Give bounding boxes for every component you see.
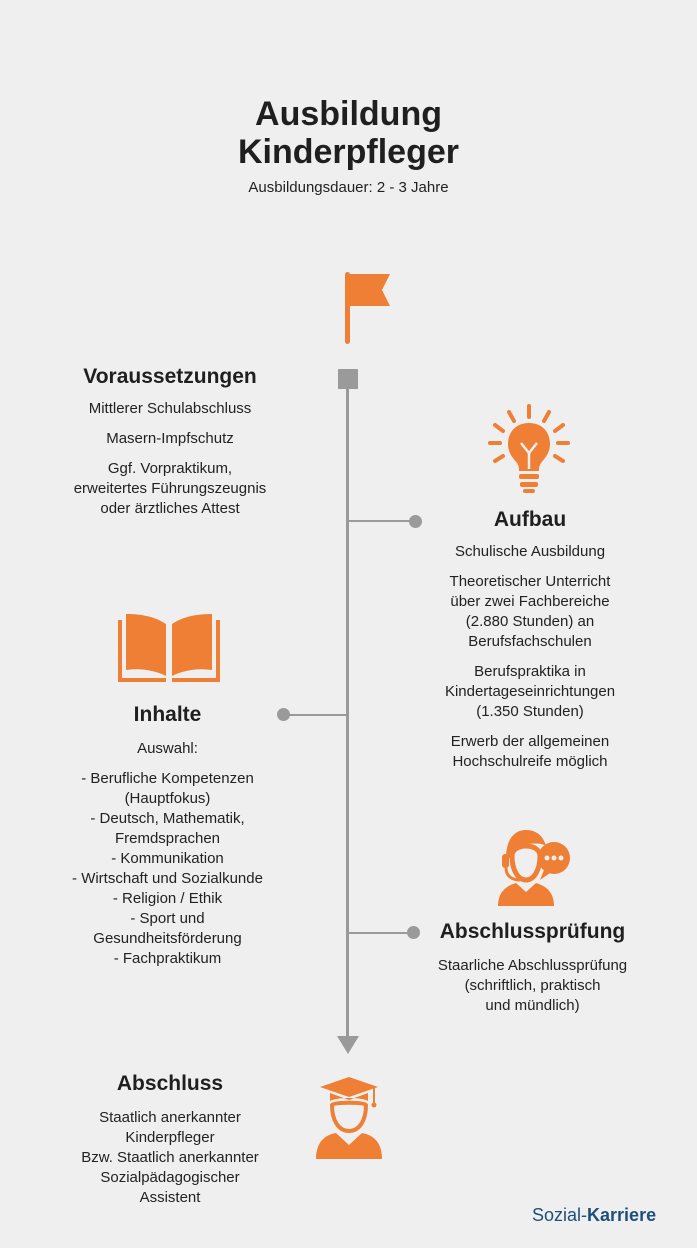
list-item: Berufsfachschulen (468, 633, 592, 650)
list-item: Auswahl: (137, 740, 198, 757)
list-item: Hochschulreife möglich (452, 753, 608, 770)
page-title-line2: Kinderpfleger (237, 133, 460, 171)
list-item: Berufspraktika in (474, 663, 586, 680)
voraussetzungen-title: Voraussetzungen (83, 365, 257, 388)
list-item: - Berufliche Kompetenzen (81, 770, 254, 787)
list-item: Masern-Impfschutz (106, 430, 234, 447)
list-item: Mittlerer Schulabschluss (88, 400, 252, 417)
list-item: Bzw. Staatlich anerkannter (81, 1149, 259, 1166)
list-item: - Religion / Ethik (112, 890, 223, 907)
aufbau-title: Aufbau (493, 508, 567, 531)
list-item: Staarliche Abschlussprüfung (437, 957, 628, 974)
list-item: (1.350 Stunden) (476, 703, 584, 720)
list-item: erweitertes Führungszeugnis (73, 480, 267, 497)
page-title-line1: Ausbildung (255, 95, 442, 133)
list-item: Sozialpädagogischer (100, 1169, 240, 1186)
list-item: Gesundheitsförderung (93, 930, 242, 947)
graduate-icon (314, 1075, 384, 1159)
list-item: - Kommunikation (111, 850, 224, 867)
list-item: (schriftlich, praktisch (464, 977, 601, 994)
section-aufbau (400, 508, 660, 772)
list-item: Kindertageseinrichtungen (444, 683, 616, 700)
list-item: Fremdsprachen (114, 830, 221, 847)
timeline-start-square (338, 369, 358, 389)
section-abschlusspruefung (400, 920, 665, 1016)
list-item: Kinderpfleger (125, 1129, 215, 1146)
inhalte-title: Inhalte (133, 703, 202, 726)
list-item: (2.880 Stunden) an (465, 613, 595, 630)
list-item: - Deutsch, Mathematik, (90, 810, 245, 827)
lightbulb-icon (487, 403, 571, 495)
list-item: oder ärztliches Attest (100, 500, 240, 517)
list-item: Assistent (139, 1189, 201, 1206)
abschlusspruefung-title: Abschlussprüfung (439, 920, 626, 943)
timeline-line (346, 388, 349, 1038)
flag-icon (340, 270, 394, 346)
duration-subtitle: Ausbildungsdauer: 2 - 3 Jahre (248, 179, 449, 196)
list-item: über zwei Fachbereiche (450, 593, 610, 610)
list-item: Theoretischer Unterricht (449, 573, 611, 590)
list-item: (Hauptfokus) (124, 790, 211, 807)
header (0, 95, 697, 196)
section-inhalte (30, 703, 305, 969)
list-item: - Wirtschaft und Sozialkunde (72, 870, 263, 887)
list-item: Ggf. Vorpraktikum, (107, 460, 233, 477)
list-item: - Fachpraktikum (113, 950, 222, 967)
list-item: und mündlich) (485, 997, 580, 1014)
list-item: Erwerb der allgemeinen (450, 733, 610, 750)
book-icon (114, 612, 224, 686)
person-speech-icon (492, 826, 574, 908)
brand-logo (532, 1205, 656, 1226)
section-abschluss (40, 1072, 300, 1208)
timeline-end-arrow (337, 1036, 359, 1054)
abschluss-title: Abschluss (116, 1072, 224, 1095)
brand-part1: Sozial- (532, 1205, 588, 1225)
brand-part2: Karriere (587, 1205, 657, 1225)
list-item: - Sport und (130, 910, 205, 927)
section-voraussetzungen (40, 365, 300, 519)
list-item: Staatlich anerkannter (99, 1109, 241, 1126)
list-item: Schulische Ausbildung (454, 543, 606, 560)
